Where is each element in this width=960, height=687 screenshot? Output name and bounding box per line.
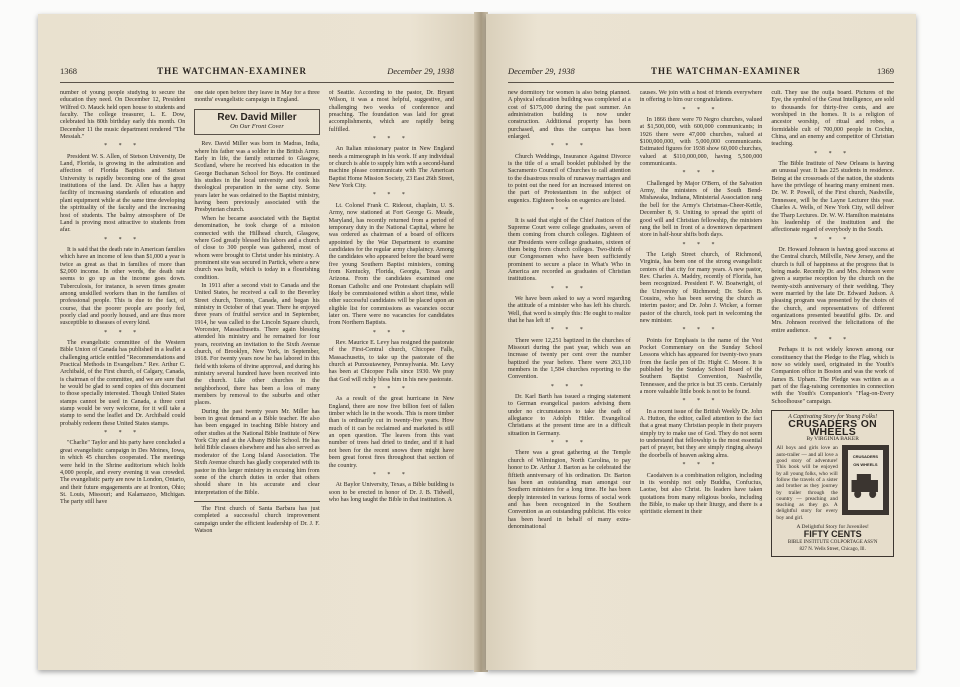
left-page (38, 14, 476, 670)
paragraph: We have been asked to say a word regarding the attitude of a minister who has left his church. Well, that word is simply this: He ought to realize that he has left it! (508, 295, 631, 324)
paragraph: The Leigh Street church, of Richmond, Virginia, has been one of the strong evangelistic centers of that city for many years. A new pastor, Rev. Charles A. Maddry, recently of Florida, has been recognized. President F. W. Boatwright, of the University of Richmond; Dr. Solon B. Cousins, who has been serving the church as interim pastor; and Dr. John J. Wicker, a former pastor of the church, took part in welcoming the new minister. (639, 251, 763, 324)
separator-stars: * * * (372, 136, 410, 143)
right-masthead: THE WATCHMAN-EXAMINER (650, 66, 801, 76)
separator-stars: * * * (682, 462, 720, 469)
feature-box-header (194, 109, 319, 136)
separator-stars: * * * (372, 192, 410, 199)
paragraph: President W. S. Allen, of Stetson University, De Land, Florida, is growing in the admiration and affection of Florida Baptists and Stetson University is rapidly becoming one of the great institutions of the land. Dr. Allen has a happy facility of increasing standards of education and plant equipment while at the same time developing the spirituality of the faculty and the increasing host of students. The balmy atmosphere of De Land is proving most attractive to students from afar. (60, 153, 186, 234)
book-cover-title: CRUSADERS ON WHEELS (852, 454, 879, 467)
separator-stars: * * * (104, 430, 142, 437)
separator-stars: * * * (104, 236, 142, 243)
paragraph: It is said that the death rate in American families which have an income of less than $1,000 a year is twice as great as that in families of more than $2,000 income. In other words, the death rate seems to go up as the income goes down. Tuberculosis, for instance, is seven times greater among unskilled workers than in the families of professional people. This is due to the fact, of course, that the poorer people are poorly fed, poorly clad and poorly housed, and are thus more susceptible to diseases of every kind. (60, 246, 186, 327)
paragraph: Lt. Colonel Frank C. Rideout, chaplain, U. S. Army, now stationed at Fort George G. Meade, Maryland, has recently returned from a period of temporary duty in the National Capital, where he was ordered as chairman of a board of officers appointed by the War Department to examine candidates for the regular army chaplaincy. Among the candidates who appeared before the board were five young Southern Baptist ministers, coming from Kentucky, Florida, Georgia, Texas and Arizona. From the candidates examined one Roman Catholic and one Protestant chaplain will likely be commissioned within a short time, while other successful candidates will be placed upon an eligible list for commissions as vacancies occur later on. There were no vacancies for candidates from Northern Baptists. (328, 202, 454, 327)
separator-stars: * * * (814, 150, 852, 157)
right-col-2 (640, 90, 763, 656)
ad-body (776, 445, 889, 521)
divider (194, 501, 319, 502)
paragraph: causes. We join with a host of friends everywhere in offering to him our congratulations. (639, 90, 763, 104)
feature-title: Rev. David Miller (217, 111, 297, 123)
left-columns (60, 90, 454, 656)
book-cover-image (842, 445, 889, 515)
left-page-number: 1368 (60, 66, 77, 76)
paragraph: In 1866 there were 70 Negro churches, valued at $1,500,000, with 600,000 communicants; in 1926 there were 47,000 churches, valued at $100,000,000, with 5,000,000 communicants. Estimated figures for 1938 show 60,000 churches, valued at $110,000,000, having 5,500,000 communicants. (639, 117, 763, 168)
separator-stars: * * * (682, 170, 720, 177)
paragraph: As a result of the great hurricane in New England, there are now five billion feet of fallen timber which lie in the woods. This is more timber than is ordinarily cut in twenty-five years. How much of it can be reclaimed and marketed is still an open question. The leaves from this vast number of trees had dried to tinder, and if it had not been for the recent snows there might have been great forest fires throughout that section of the country. (328, 396, 454, 469)
left-col-2 (194, 90, 319, 656)
separator-stars: * * * (550, 440, 588, 447)
paragraph: Perhaps it is not widely known among our constituency that the Pledge to the Flag, which is now so widely used, originated in the Youth's Companion office in Boston and was the work of James B. Upham. The Pledge was written as a part of the flag-raising ceremonies in connection with the Youth's Companion's "Flag-on-Every Schoolhouse" campaign. (771, 347, 895, 405)
book-advertisement (771, 410, 894, 557)
ad-delight: A Delightful Story for Juveniles! (796, 524, 869, 531)
right-date: December 29, 1938 (508, 66, 575, 76)
separator-stars: * * * (814, 337, 852, 343)
right-col-3 (771, 90, 894, 656)
separator-stars: * * * (814, 236, 852, 243)
left-col-3 (329, 90, 454, 656)
paragraph: of Seattle. According to the pastor, Dr. Bryant Wilson, it was a most helpful, suggestive, and challenging two weeks of conference and preaching. The foundation was laid for great accomplishments, which are rapidly being fulfilled. (328, 90, 454, 133)
paragraph: Challenged by Major O'Bern, of the Salvation Army, the ministers of the South Bend-Mishawaka, Indiana, Ministerial Association rang the bell for the Army's Christmas-Cheer-Kettle, December 8, 9. Uniting to spread the spirit of good will and Christian fellowship, the ministers rang the bell in front of a downtown department store in half-hour shifts both days. (639, 180, 763, 239)
paragraph: cult. They use the ouija board. Pictures of the Eye, the symbol of the Great Intelligence, are sold to thousands for thirty-five cents, and are worshiped in the homes. It is a religion of ancestor worship, of ritual and robes, a formidable cult of 700,000 people in Cochin, China, and an enemy and competitor of Christian teaching. (771, 90, 895, 148)
paragraph: number of young people studying to secure the education they need. On December 12, President Wilfred O. Mauck held open house to students and faculty. The college treasurer, L. E. Dow, celebrated his 80th birthday early this month. On December 11 the music department rendered "The Messiah." (60, 90, 186, 141)
separator-stars: * * * (372, 329, 410, 336)
ad-tagline: A Captivating Story for Young Folks! (788, 414, 878, 421)
separator-stars: * * * (682, 398, 720, 405)
paragraph: new dormitory for women is also being planned. A physical education building was completed at a cost of $175,000 during the past summer. An administration building is now under construction. Additional property has been purchased, and thus the campus has been enlarged. (508, 90, 631, 141)
paragraph: Caodaiven is a combination religion, including in its worship not only Buddha, Confucius, Laotse, but also Christ. Its leaders have taken quotations from many religious books, including the Bible, to make up their liturgy, and there is a spiritistic element in their (639, 472, 763, 516)
paragraph: Rev. David Miller was born in Madras, India, where his father was a soldier in the British Army. Early in life, the family returned to Glasgow, Scotland, where he received his education in the George Buchanan School for Boys. He continued his studies in the local university and took his theological preparation in the same city. Some years later he was ordained to the Baptist ministry, having been previously associated with the Presbyterian church. (194, 141, 320, 214)
book-cover (848, 450, 883, 510)
left-running-head (60, 66, 454, 83)
separator-stars: * * * (104, 143, 142, 150)
separator-stars: * * * (682, 106, 720, 113)
left-masthead: THE WATCHMAN-EXAMINER (157, 66, 308, 76)
paragraph: An Italian missionary pastor in New England needs a mimeograph in his work. If any individual or church is able to supply him with a second-hand machine please communicate with The American Baptist Home Mission Society, 23 East 26th Street, New York City. (328, 146, 454, 190)
right-col-1 (508, 90, 631, 656)
paragraph: The First church of Santa Barbara has just completed a successful church improvement campaign under the efficient leadership of Dr. J. F. Watson (194, 505, 320, 534)
right-page-number: 1369 (877, 66, 894, 76)
separator-stars: * * * (104, 329, 142, 336)
separator-stars: * * * (550, 285, 588, 292)
ad-description: All boys and girls love an auto-trailer — and all love a good story of adventure! This book will be enjoyed by all young folks, who will follow the travels of a sister and brother as they journey by trailer through the country — preaching and teaching as they go. A delightful story for every boy and girl. (776, 445, 838, 521)
paragraph: Rev. Maurice E. Levy has resigned the pastorate of the First-Central church, Chicopee Falls, Massachusetts, to take up the pastorate of the church at Punxsutawney, Pennsylvania. Mr. Levy has been at Chicopee Falls since 1930. We pray that God will richly bless him in his new pastorate. (328, 340, 454, 383)
ad-author: By VIRGINIA BAKER (806, 436, 859, 443)
paragraph: In 1911 after a second visit to Canada and the United States, he received a call to the Beverley Street church, Toronto, Canada, and began his ministry in October of that year. There he enjoyed three years of fruitful service and in September, 1914, he was called to the Lincoln Square church, Worcester, Massachusetts. There again blessing attended his ministry and he remained for four years, receiving an invitation to the Sixth Avenue church, of Brooklyn, New York, in September, 1918. For twenty years now he has labored in this field with tokens of divine approval, and during his ministry several hundred have been received into the church. Like other churches in the neighborhood, there has been a loss of many members by removal to the suburbs and other places. (194, 282, 320, 407)
paragraph: During the past twenty years Mr. Miller has been in great demand as a Bible teacher. He also has been engaged in teaching Bible history and other studies at the National Bible Institute of New York City and at the Albany Bible School. He has held Bible classes elsewhere and has also served as moderator of the Long Island Association. The Sixth Avenue church has gladly cooperated with its pastor in this larger ministry in excusing him from some of the church duties in order that others should share in his accurate and clear interpretation of the Bible. (194, 408, 320, 496)
left-col-1 (60, 90, 185, 656)
paragraph: Points for Emphasis is the name of the Vest Pocket Commentary on the Sunday School Lessons which has appeared for twenty-two years from the facile pen of Dr. Hight C. Moore. It is published by the Sunday School Board of the Southern Baptist Convention, Nashville, Tennessee, and the price is but 35 cents. Certainly a more valuable little book is not to be found. (639, 337, 763, 396)
ad-title: CRUSADERS ON WHEELS (788, 418, 878, 438)
right-running-head (508, 66, 894, 83)
paragraph: Church Weddings, Insurance Against Divorce is the title of a small booklet published by the Sacramento Council of Churches to call attention to the disastrous results of runaway marriages and to point out the need for an increased interest on the part of Protestantism in the subject of eugenics. Eighteen books on eugenics are listed. (508, 153, 631, 204)
paragraph: There were 12,251 baptized in the churches of Missouri during the past year, which was an increase of twenty per cent over the number baptized the year before. There were 263,110 members in the 1,584 churches reporting to the Convention. (508, 337, 631, 381)
separator-stars: * * * (372, 471, 410, 478)
right-page (486, 14, 916, 670)
paragraph: The evangelistic committee of the Western Bible Union of Canada has published in a leaflet a challenging article entitled "Recommendations and Practical Methods in Evangelism." Rev. Arthur C. Archibald, of the First church, of Calgary, Canada, is chairman of the committee, and we are sure that he would be glad to send copies of this document to those specially interested. Though United States stamps cannot be used in Canada, a three cent stamp would be very welcome, for it will take a stamp to send the leaflet and Dr. Archibald could probably redeem these United States stamps. (60, 340, 186, 427)
feature-subtitle: On Our Front Cover (230, 123, 284, 131)
paragraph: There was a great gathering at the Temple church of Wilmington, North Carolina, to pay honor to Dr. Arthur J. Barton as he celebrated the fiftieth anniversary of his ordination. Dr. Barton has been an outstanding man amongst our Southern ministers for a long time. He has been deeply interested in various forms of social work and has been recognized in the Southern Convention as an outstanding publicist. His voice has been heard in behalf of many extra-denominational (508, 450, 631, 530)
paragraph: It is said that eight of the Chief Justices of the Supreme Court were college graduates, seven of them coming from church colleges. Eighteen of our Presidents were college graduates, sixteen of them being from church colleges. Two-thirds of our Congressmen who have been sufficiently prominent to secure a place in What's Who in America are recorded as graduates of Christian institutions. (508, 217, 631, 283)
paragraph: In a recent issue of the British Weekly Dr. John A. Hutton, the editor, called attention to the fact that a great many Christian people in their prayers simply try to make use of God. They do not seem to understand that fellowship is the most essential part of prayer, but they are simply ringing always the doorbells of heaven asking alms. (639, 408, 763, 459)
ad-price: FIFTY CENTS (803, 529, 862, 540)
paragraph: one date open before they leave in May for a three months' evangelistic campaign in England. (194, 90, 320, 104)
paragraph: At Baylor University, Texas, a Bible building is soon to be erected in honor of Dr. J. B. Tidwell, who has long taught the Bible in that institution. A (328, 482, 454, 503)
paragraph: Dr. Howard Johnson is having good success at the Central church, Millville, New Jersey, and the church is full of happiness at the progress that is being made. Recently Dr. and Mrs. Johnson were given a surprise reception by the church on the twenty-sixth anniversary of their wedding. They were married by the late Dr. Edward Judson. A pleasing program was presented by the choirs of the church, and representatives of different organizations presented beautiful gifts. Dr. and Mrs. Johnson received the felicitations of the entire audience. (771, 246, 895, 334)
right-columns (508, 90, 894, 656)
paragraph: The Bible Institute of New Orleans is having an unusual year. It has 225 students in residence. Being at the crossroads of the nation, the students have the privilege of hearing many eminent men. Dr. W. P. Powell, of the First church, Nashville, Tennessee, will be the Layne Lecturer this year. Charles A. Wells, of New York City, will deliver the Tharp Lectures. Dr. W. W. Hamilton maintains his leadership of the institution and the affectionate regard of everybody in the South. (771, 161, 895, 234)
separator-stars: * * * (550, 207, 588, 214)
ad-institute: BIBLE INSTITUTE COLPORTAGE ASS'N (787, 539, 878, 545)
separator-stars: * * * (372, 386, 410, 393)
paragraph: When he became associated with the Baptist denomination, he took charge of a mission connected with the Hillhead church, Glasgow, where God greatly blessed his labors and a church of close to 300 people was gathered, most of whom were brought to Christ under his ministry. A prominent site was secured in Partick, where a new church was built, which is today in a flourishing condition. (194, 215, 320, 281)
separator-stars: * * * (550, 383, 588, 390)
separator-stars: * * * (682, 327, 720, 334)
left-date: December 29, 1938 (387, 66, 454, 76)
separator-stars: * * * (682, 241, 720, 248)
paragraph: Dr. Karl Barth has issued a ringing statement to German evangelical pastors advising them under no circumstances to take the oath of allegiance to Adolph Hitler. Evangelical Christians at the present time are in a difficult situation in Germany. (508, 394, 631, 437)
separator-stars: * * * (550, 327, 588, 334)
ad-address: 827 N. Wells Street, Chicago, Ill. (799, 547, 866, 553)
paragraph: "Charlie" Taylor and his party have concluded a great evangelistic campaign in Des Moines, Iowa, in which 45 churches cooperated. The meetings were held in the Shrine auditorium which holds 4,000 people, and every evening it was crowded. The evangelistic party are now in London, Ontario, and their future engagements are at Ironton, Ohio; St. Louis, Missouri; and Kalamazoo, Michigan. The party still have (60, 440, 186, 506)
separator-stars: * * * (550, 143, 588, 150)
